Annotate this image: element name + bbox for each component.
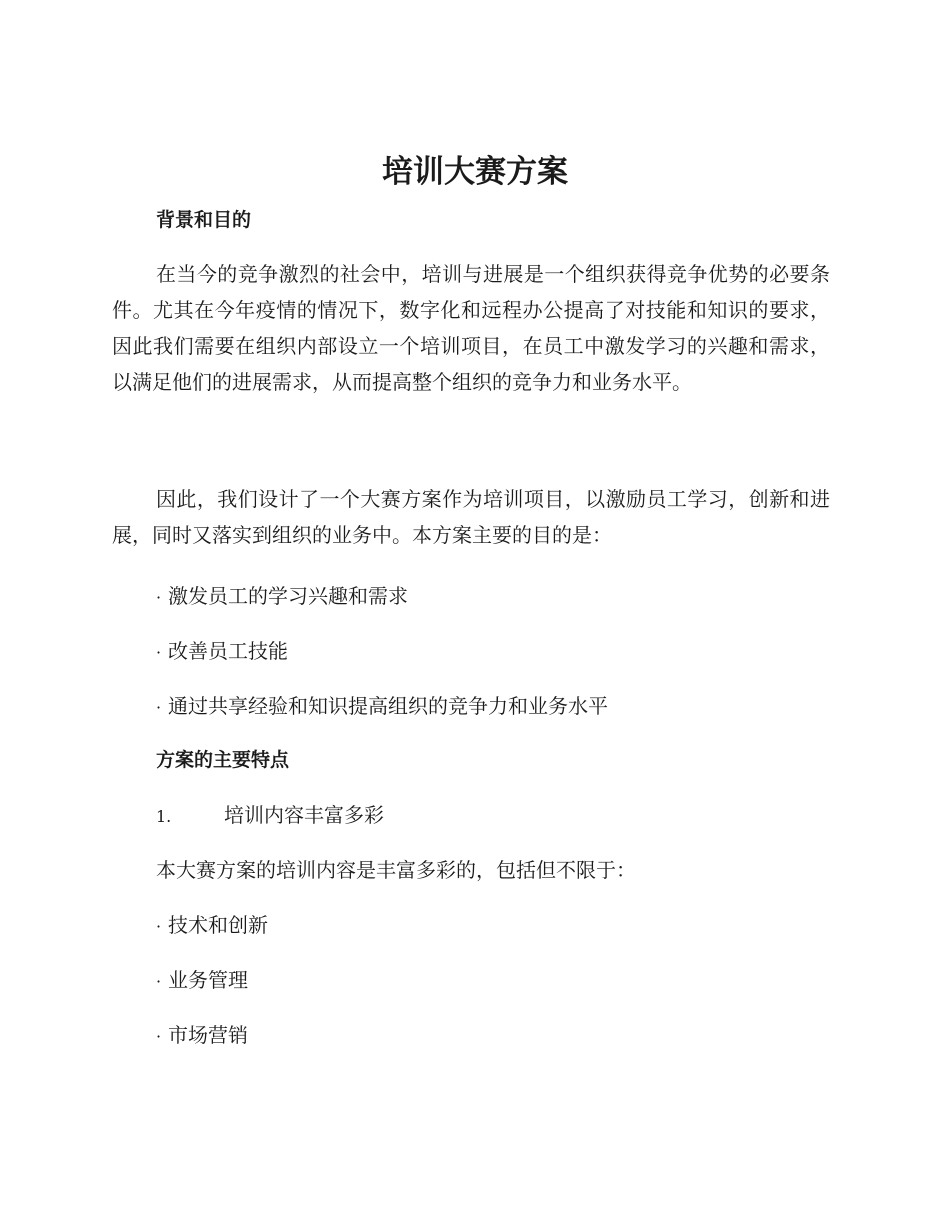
list-item [156, 691, 608, 723]
paragraph-background: 在当今的竞争激烈的社会中，培训与进展是一个组织获得竞争优势的必要条件。尤其在今年疫情的情况下，数字化和远程办公提高了对技能和知识的要求，因此我们需要在组织内部设立一个培训项目，在员工中激发学习的兴趣和需求，以满足他们的进展需求，从而提高整个组织的竞争力和业务水平。 [112, 262, 830, 394]
numbered-item-text: 培训内容丰富多彩 [224, 803, 384, 827]
bullet-icon: · [156, 972, 162, 991]
bullet-icon: · [156, 698, 162, 717]
list-item [156, 636, 288, 668]
item-number: 1. [156, 807, 172, 826]
section-heading-features: 方案的主要特点 [156, 749, 290, 771]
bullet-icon: · [156, 1027, 162, 1046]
list-item-text: 技术和创新 [168, 913, 268, 937]
list-item [156, 965, 248, 997]
bullet-icon: · [156, 643, 162, 662]
section-heading-background: 背景和目的 [156, 209, 252, 231]
numbered-item [156, 800, 384, 832]
document-title: 培训大赛方案 [382, 154, 568, 190]
list-item-text: 市场营销 [168, 1023, 248, 1047]
list-item-text: 激发员工的学习兴趣和需求 [168, 584, 408, 608]
list-item [156, 910, 268, 942]
list-item-text: 改善员工技能 [168, 639, 288, 663]
list-item-text: 业务管理 [168, 968, 248, 992]
bullet-icon: · [156, 917, 162, 936]
paragraph-content-intro: 本大赛方案的培训内容是丰富多彩的，包括但不限于： [156, 858, 636, 882]
list-item-text: 通过共享经验和知识提高组织的竞争力和业务水平 [168, 694, 608, 718]
paragraph-purpose-intro: 因此，我们设计了一个大赛方案作为培训项目，以激励员工学习，创新和进展，同时又落实到组织的业务中。本方案主要的目的是： [112, 487, 830, 547]
bullet-icon: · [156, 588, 162, 607]
list-item [156, 1020, 248, 1052]
list-item [156, 581, 408, 613]
